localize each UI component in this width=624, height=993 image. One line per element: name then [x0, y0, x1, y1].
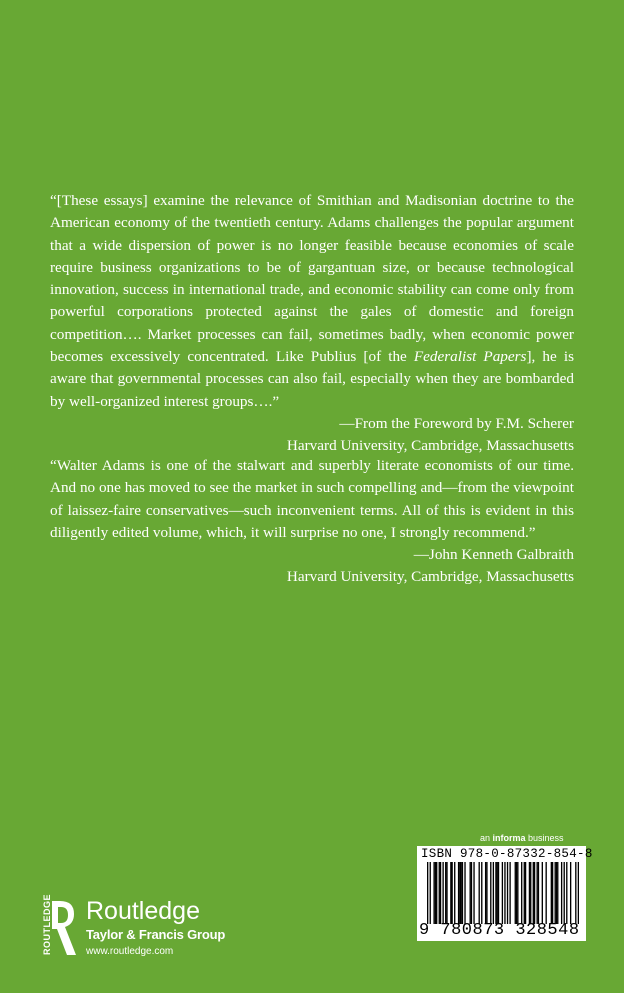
barcode-bar: [479, 862, 480, 924]
foreword-affiliation: Harvard University, Cambridge, Massachusetts: [286, 437, 574, 455]
barcode-bar: [427, 862, 428, 924]
barcode-bar: [440, 862, 441, 924]
barcode-bar: [578, 862, 579, 924]
federalist-papers-title: Federalist Papers: [413, 348, 527, 366]
barcode-bar: [462, 862, 463, 924]
barcode-bar: [435, 862, 436, 924]
barcode-bar: [525, 862, 526, 924]
barcode-bar: [557, 862, 558, 924]
barcode-bar: [575, 862, 576, 924]
publisher-name: Routledge: [86, 897, 200, 925]
barcode-bar: [570, 862, 571, 924]
galbraith-affiliation: Harvard University, Cambridge, Massachusetts: [286, 568, 574, 586]
barcode-bar: [473, 862, 474, 924]
barcode-bar: [502, 862, 503, 924]
barcode-number: 9 780873 328548: [419, 921, 580, 940]
barcode-bar: [470, 862, 471, 924]
barcode-bar: [495, 862, 496, 924]
isbn-text: ISBN 978-0-87332-854-8: [421, 847, 593, 861]
foreword-attribution: —From the Foreword by F.M. Scherer: [339, 414, 574, 432]
barcode-bar: [481, 862, 482, 924]
barcode-bar: [564, 862, 565, 924]
barcode-bar: [556, 862, 557, 924]
barcode-bar: [454, 862, 455, 924]
barcode-bar: [530, 862, 531, 924]
barcode-bars: [427, 862, 579, 924]
barcode-bar: [561, 862, 562, 924]
foreword-quote-text: “[These essays] examine the relevance of Smithian and Madisonian doctrine to the American economy of the twentieth century. Adams challenges the popular argument that a wide dispersion of power is no longer feasible because economies of scale require business organizations to be of gargantuan size, or because technological innovation, success in international trade, and economic stability can come only from powerful corporations protected against the gales of domestic and foreign competition…. Market processes can fail, sometimes badly, when economic power becomes excessively concentrated. Like Publius [of the Federalist Papers], he is aware that governmental processes can also fail, especially when they are bombarded by well-organized interest groups….”: [50, 192, 574, 410]
barcode-bar: [430, 862, 431, 924]
barcode-bar: [471, 862, 472, 924]
galbraith-quote-text: “Walter Adams is one of the stalwart and superbly literate economists of our time. And no one has moved to see the market in such compelling and—from the viewpoint of laissez-faire conservatives—such inconvenient terms. All of this is evident in this diligently edited volume, which, it will surprise no one, I strongly recommend.”: [50, 457, 574, 541]
barcode-bar: [509, 862, 510, 924]
barcode-bar: [486, 862, 487, 924]
isbn-barcode: [417, 846, 593, 941]
barcode-bar: [445, 862, 446, 924]
barcode-bar: [451, 862, 452, 924]
routledge-vertical-text: ROUTLEDGE: [42, 893, 52, 955]
barcode-bar: [458, 862, 459, 924]
barcode-bar: [490, 862, 491, 924]
barcode-bar: [534, 862, 535, 924]
barcode-bar: [504, 862, 505, 924]
barcode-bar: [524, 862, 525, 924]
barcode-bar: [551, 862, 552, 924]
barcode-bar: [485, 862, 486, 924]
barcode-bar: [497, 862, 498, 924]
barcode-bar: [515, 862, 516, 924]
barcode-bar: [516, 862, 517, 924]
publisher-url: www.routledge.com: [86, 946, 174, 957]
barcode-bar: [517, 862, 518, 924]
barcode-bar: [442, 862, 443, 924]
barcode-bar: [529, 862, 530, 924]
barcode-bar: [460, 862, 461, 924]
barcode-bar: [555, 862, 556, 924]
barcode-bar: [538, 862, 539, 924]
barcode-bar: [433, 862, 434, 924]
barcode-bar: [521, 862, 522, 924]
barcode-bar: [446, 862, 447, 924]
barcode-bar: [450, 862, 451, 924]
barcode-bar: [498, 862, 499, 924]
barcode-bar: [533, 862, 534, 924]
foreword-quote: [50, 190, 574, 458]
galbraith-quote: [50, 455, 574, 589]
barcode-bar: [507, 862, 508, 924]
informa-business-label: an informa business: [480, 833, 564, 843]
barcode-bar: [439, 862, 440, 924]
barcode-bar: [536, 862, 537, 924]
publisher-group: Taylor & Francis Group: [86, 927, 226, 942]
galbraith-attribution: —John Kenneth Galbraith: [413, 546, 574, 564]
informa-brand: informa: [492, 833, 526, 843]
barcode-bar: [566, 862, 567, 924]
barcode-bar: [542, 862, 543, 924]
routledge-logo: [38, 895, 258, 965]
barcode-bar: [464, 862, 465, 924]
barcode-bar: [552, 862, 553, 924]
barcode-bar: [459, 862, 460, 924]
barcode-bar: [493, 862, 494, 924]
barcode-bar: [546, 862, 547, 924]
barcode-bar: [436, 862, 437, 924]
